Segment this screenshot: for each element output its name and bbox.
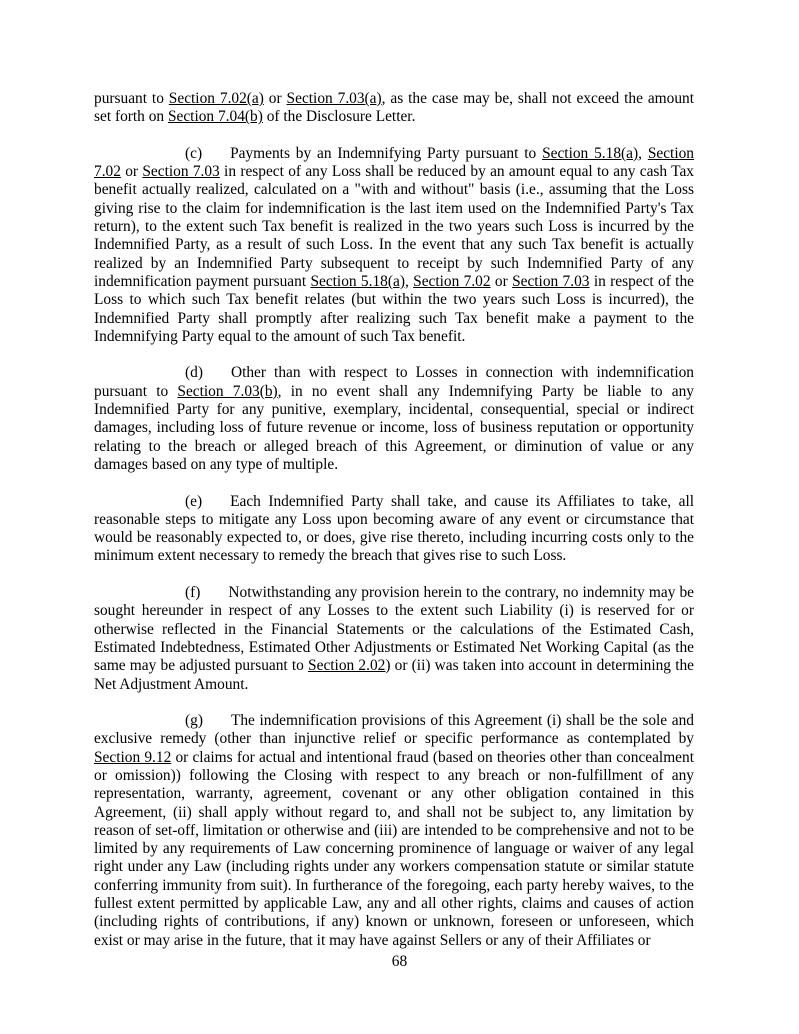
paragraph-marker: (f) [185,584,201,602]
section-reference: Section 7.03(b) [177,382,278,400]
text-run: in respect of any Loss shall be reduced by an amount equal to any cash Tax benefit actually realized, calculated on a "with and without" basis (i.e., assuming that the Loss giving rise to the claim for indemnification is the last item used on the Indemnified Party's Tax return), to the extent such Tax benefit is realized in the two years such Loss is incurred by the Indemnified Party, as a result of such Loss. In the event that any such Tax benefit is actually realized by an Indemnified Party subsequent to receipt by such Indemnified Party of any indemnification payment pursuant [94,163,694,290]
section-reference: Section 7.04(b) [167,108,263,126]
section-reference: Section 2.02 [308,657,386,675]
section-reference: Section 7.02 [94,144,694,181]
paragraph-marker: (g) [185,712,203,730]
paragraph-marker: (e) [185,492,203,510]
paragraph-marker: (c) [185,144,203,162]
text-run: Notwithstanding any provision herein to the contrary, no indemnity may be sought hereunder in respect of any Losses to the extent such Liability (i) is reserved for or otherwise reflected in the Financial Statements or the calculations of the Estimated Cash, Estimated Indebtedness, Estimated Other Adjustments or Estimated Net Working Capital (as the same may be adjusted pursuant to [94,584,694,675]
text-run: of the Disclosure Letter. [262,108,416,126]
text-run: or [263,90,287,107]
text-run: , as the case may be, shall not exceed the amount set forth on [94,90,694,126]
paragraph-g [94,712,694,950]
text-run: or [120,163,143,181]
paragraph-e [94,493,694,566]
document-body [94,90,694,968]
text-run: or [490,272,513,290]
text-run: or claims for actual and intentional fraud (based on theories other than concealment or omission)) following the Closing with respect to any breach or non-fulfillment of any representation, warranty, agreement, covenant or any other obligation contained in this Agreement, (ii) shall apply without regard to, and shall not be subject to, any limitation by reason of set-off, limitation or otherwise and (iii) are intended to be comprehensive and not to be limited by any requirements of Law concerning prominence of language or waiver of any legal right under any Law (including rights under any workers compensation statute or similar statute conferring immunity from suit). In furtherance of the foregoing, each party hereby waives, to the fullest extent permitted by applicable Law, any and all other rights, claims and causes of action (including rights of contributions, if any) known or unknown, foreseen or unforeseen, which exist or may arise in the future, that it may have against Sellers or any of their Affiliates or [94,748,694,949]
section-reference: Section 7.02 [413,272,491,290]
paragraph-c [94,145,694,346]
section-reference: Section 7.03 [512,272,590,290]
section-reference: Section 7.03 [142,163,220,181]
text-run: ) or (ii) was taken into account in determining the Net Adjustment Amount. [94,657,694,693]
paragraph-f [94,584,694,694]
section-reference: Section 5.18(a) [310,272,405,290]
paragraph-d [94,364,694,474]
text-run: , [404,272,414,290]
section-reference: Section 9.12 [94,748,172,766]
text-run: pursuant to [94,90,169,107]
text-run: The indemnification provisions of this Agreement (i) shall be the sole and exclusive remedy (other than injunctive relief or specific performance as contemplated by [94,712,694,748]
text-run: , [638,144,648,162]
text-run: in respect of the Loss to which such Tax benefit relates (but within the two years such Loss is incurred), the Indemnified Party shall promptly after realizing such Tax benefit make a payment to the Indemnifying Party equal to the amount of such Tax benefit. [94,272,694,345]
paragraph-continuation [94,90,694,127]
text-run: Payments by an Indemnifying Party pursuant to [230,144,543,162]
text-run: , in no event shall any Indemnifying Party be liable to any Indemnified Party for any punitive, exemplary, incidental, consequential, special or indirect damages, including loss of future revenue or income, loss of business reputation or opportunity relating to the breach or alleged breach of this Agreement, or diminution of value or any damages based on any type of multiple. [94,382,694,473]
section-reference: Section 5.18(a) [542,144,639,162]
page-number: 68 [391,953,408,970]
text-run: Each Indemnified Party shall take, and cause its Affiliates to take, all reasonable steps to mitigate any Loss upon becoming aware of any event or circumstance that would be reasonably expected to, or does, give rise thereto, including incurring costs only to the minimum extent necessary to remedy the breach that gives rise to such Loss. [94,492,694,565]
section-reference: Section 7.02(a) [168,90,264,107]
paragraph-marker: (d) [185,364,203,382]
text-run: Other than with respect to Losses in connection with indemnification pursuant to [94,364,694,400]
section-reference: Section 7.03(a) [286,90,382,107]
